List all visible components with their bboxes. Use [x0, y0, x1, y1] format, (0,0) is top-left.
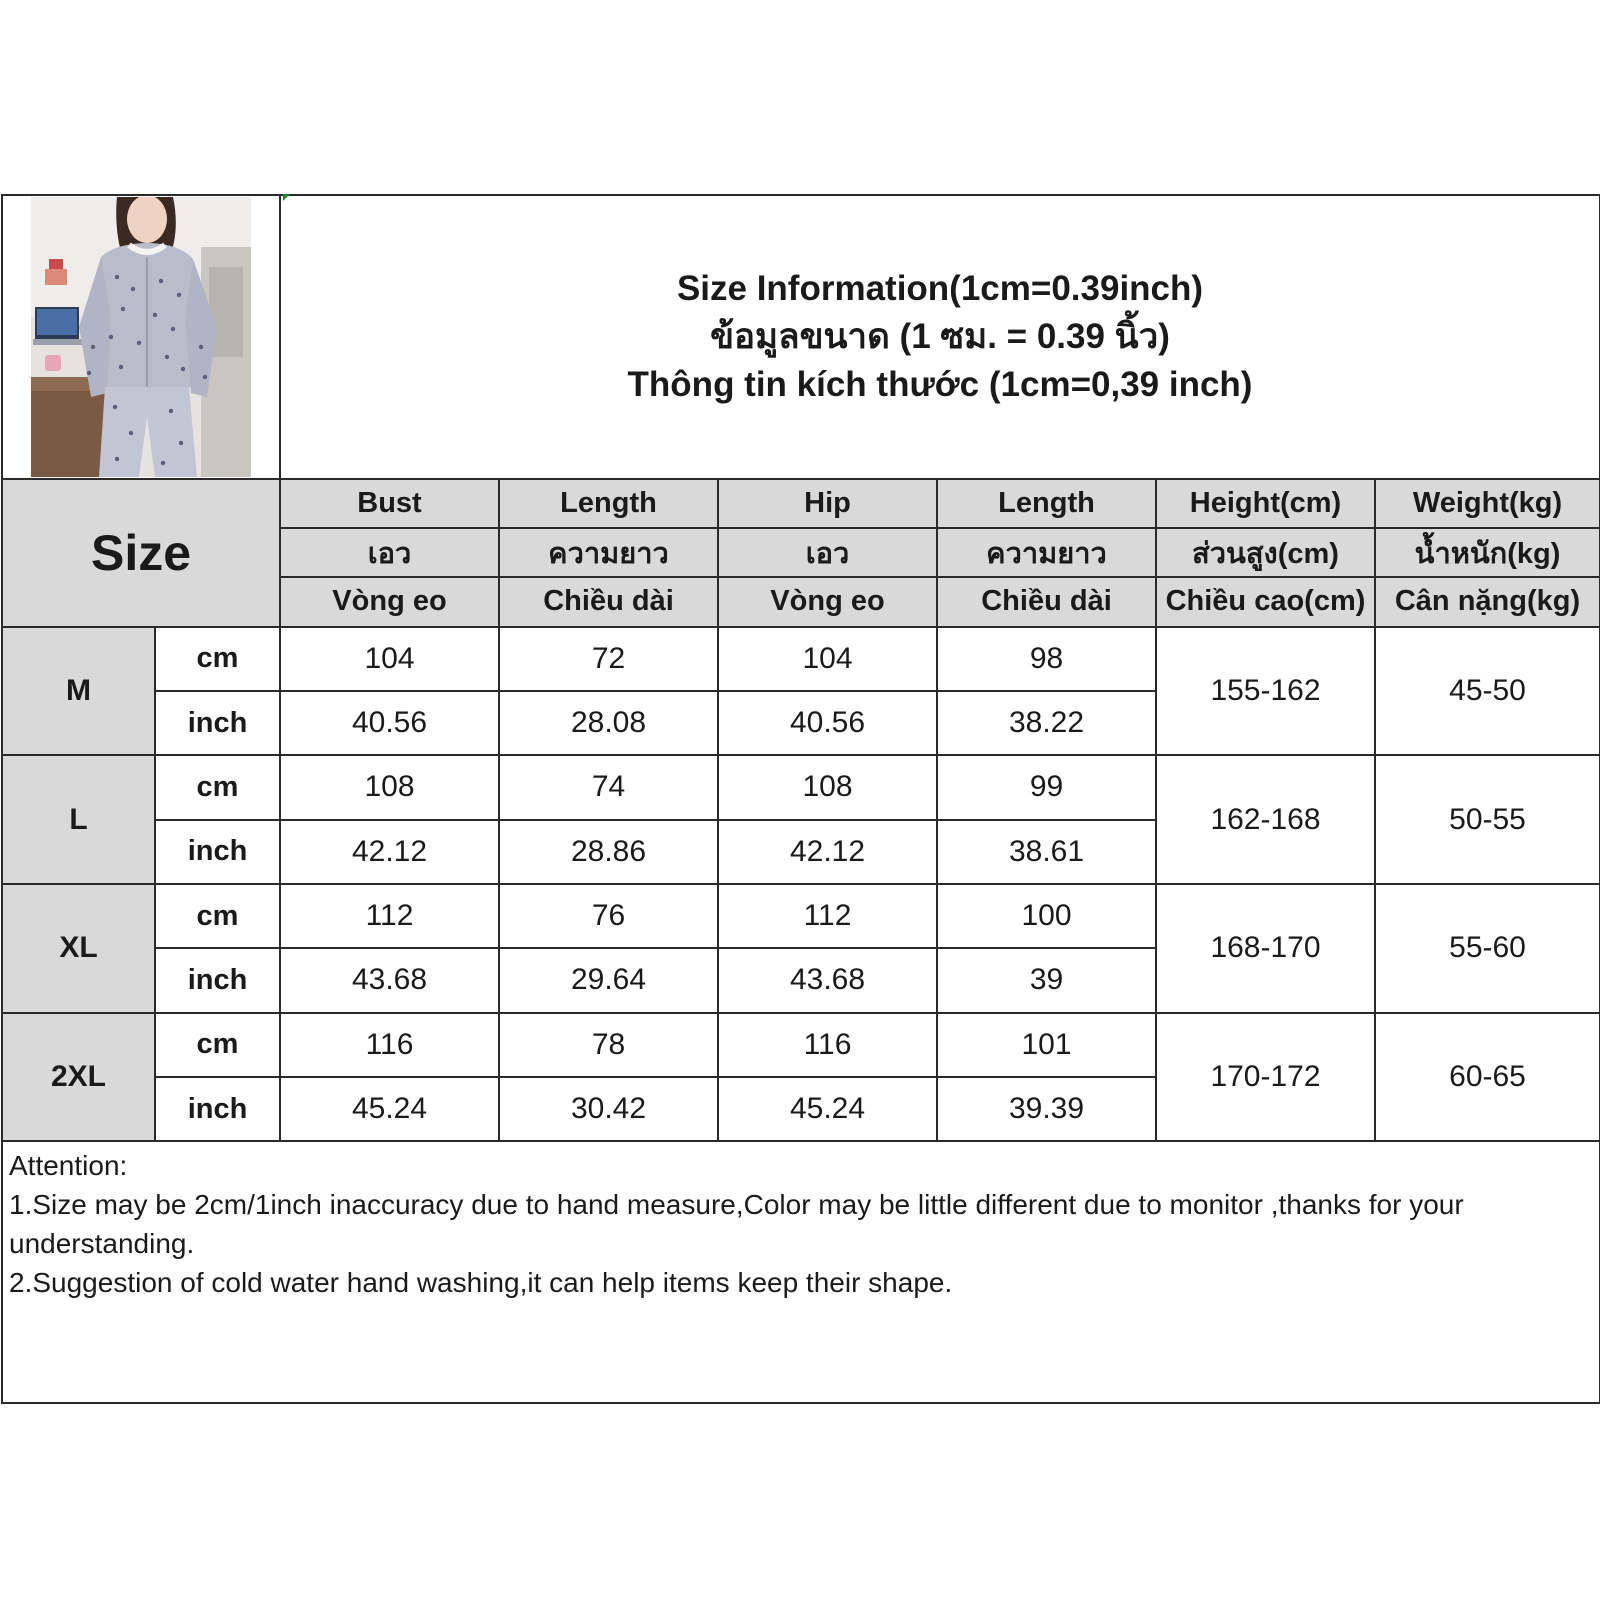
size-chart-sheet: [0, 194, 1600, 1404]
inch-value-cell: 29.64: [499, 948, 718, 1012]
column-header-th: น้ำหนัก(kg): [1375, 528, 1600, 577]
height-range-cell: 168-170: [1156, 884, 1375, 1013]
inch-value-cell: 39.39: [937, 1077, 1156, 1141]
size-table: [1, 194, 1600, 1404]
size-label: XL: [2, 884, 155, 1013]
inch-value-cell: 45.24: [718, 1077, 937, 1141]
table-row: [2, 884, 1600, 948]
attention-line-2: 2.Suggestion of cold water hand washing,it can help items keep their shape.: [9, 1267, 953, 1299]
cm-value-cell: 101: [937, 1013, 1156, 1077]
inch-value-cell: 40.56: [718, 691, 937, 755]
column-header-vi: Cân nặng(kg): [1375, 577, 1600, 626]
cm-value-cell: 116: [280, 1013, 499, 1077]
column-header-th: เอว: [718, 528, 937, 577]
inch-value-cell: 43.68: [718, 948, 937, 1012]
table-row: [2, 627, 1600, 691]
column-header-en: Weight(kg): [1375, 479, 1600, 528]
column-header-vi: Chiều cao(cm): [1156, 577, 1375, 626]
column-header-en: Hip: [718, 479, 937, 528]
cm-value-cell: 112: [718, 884, 937, 948]
inch-value-cell: 42.12: [280, 820, 499, 884]
inch-value-cell: 43.68: [280, 948, 499, 1012]
cm-value-cell: 74: [499, 755, 718, 819]
unit-label-cm: cm: [155, 884, 280, 948]
inch-value-cell: 39: [937, 948, 1156, 1012]
cm-value-cell: 98: [937, 627, 1156, 691]
inch-value-cell: 30.42: [499, 1077, 718, 1141]
size-label: 2XL: [2, 1013, 155, 1142]
cm-value-cell: 104: [718, 627, 937, 691]
weight-range-cell: 55-60: [1375, 884, 1600, 1013]
inch-value-cell: 38.22: [937, 691, 1156, 755]
cm-value-cell: 72: [499, 627, 718, 691]
height-range-cell: 155-162: [1156, 627, 1375, 756]
attention-line-1: 1.Size may be 2cm/1inch inaccuracy due to hand measure,Color may be little different due to monitor ,thanks for your understanding.: [9, 1189, 1464, 1260]
table-row: [2, 755, 1600, 819]
column-header-vi: Vòng eo: [718, 577, 937, 626]
cm-value-cell: 112: [280, 884, 499, 948]
cm-value-cell: 116: [718, 1013, 937, 1077]
column-header-th: ความยาว: [499, 528, 718, 577]
attention-heading: Attention:: [9, 1150, 128, 1182]
title-vietnamese: Thông tin kích thước (1cm=0,39 inch): [627, 364, 1253, 404]
column-header-th: ความยาว: [937, 528, 1156, 577]
height-range-cell: 170-172: [1156, 1013, 1375, 1142]
cm-value-cell: 100: [937, 884, 1156, 948]
unit-label-cm: cm: [155, 627, 280, 691]
size-column-header: Size: [2, 479, 280, 627]
cm-value-cell: 99: [937, 755, 1156, 819]
cm-value-cell: 76: [499, 884, 718, 948]
product-photo-cell: [2, 195, 280, 479]
inch-value-cell: 42.12: [718, 820, 937, 884]
column-header-vi: Chiều dài: [937, 577, 1156, 626]
product-photo: [31, 197, 251, 477]
column-header-vi: Vòng eo: [280, 577, 499, 626]
cm-value-cell: 104: [280, 627, 499, 691]
unit-label-inch: inch: [155, 1077, 280, 1141]
title-thai: ข้อมูลขนาด (1 ซม. = 0.39 นิ้ว): [710, 316, 1170, 356]
inch-value-cell: 45.24: [280, 1077, 499, 1141]
inch-value-cell: 28.08: [499, 691, 718, 755]
unit-label-cm: cm: [155, 755, 280, 819]
size-label: L: [2, 755, 155, 884]
unit-label-cm: cm: [155, 1013, 280, 1077]
table-row: [2, 1013, 1600, 1077]
cell-corner-marker: [283, 194, 290, 201]
column-header-en: Height(cm): [1156, 479, 1375, 528]
title-cell: [280, 195, 1600, 479]
column-header-en: Length: [499, 479, 718, 528]
unit-label-inch: inch: [155, 820, 280, 884]
column-header-en: Bust: [280, 479, 499, 528]
model-pajama-image: [31, 197, 251, 477]
weight-range-cell: 45-50: [1375, 627, 1600, 756]
title-english: Size Information(1cm=0.39inch): [676, 268, 1204, 308]
size-label: M: [2, 627, 155, 756]
column-header-en: Length: [937, 479, 1156, 528]
inch-value-cell: 40.56: [280, 691, 499, 755]
column-header-th: ส่วนสูง(cm): [1156, 528, 1375, 577]
unit-label-inch: inch: [155, 691, 280, 755]
inch-value-cell: 28.86: [499, 820, 718, 884]
cm-value-cell: 108: [718, 755, 937, 819]
attention-note: [2, 1141, 1600, 1403]
weight-range-cell: 60-65: [1375, 1013, 1600, 1142]
cm-value-cell: 78: [499, 1013, 718, 1077]
weight-range-cell: 50-55: [1375, 755, 1600, 884]
cm-value-cell: 108: [280, 755, 499, 819]
column-header-th: เอว: [280, 528, 499, 577]
column-header-vi: Chiều dài: [499, 577, 718, 626]
height-range-cell: 162-168: [1156, 755, 1375, 884]
unit-label-inch: inch: [155, 948, 280, 1012]
inch-value-cell: 38.61: [937, 820, 1156, 884]
